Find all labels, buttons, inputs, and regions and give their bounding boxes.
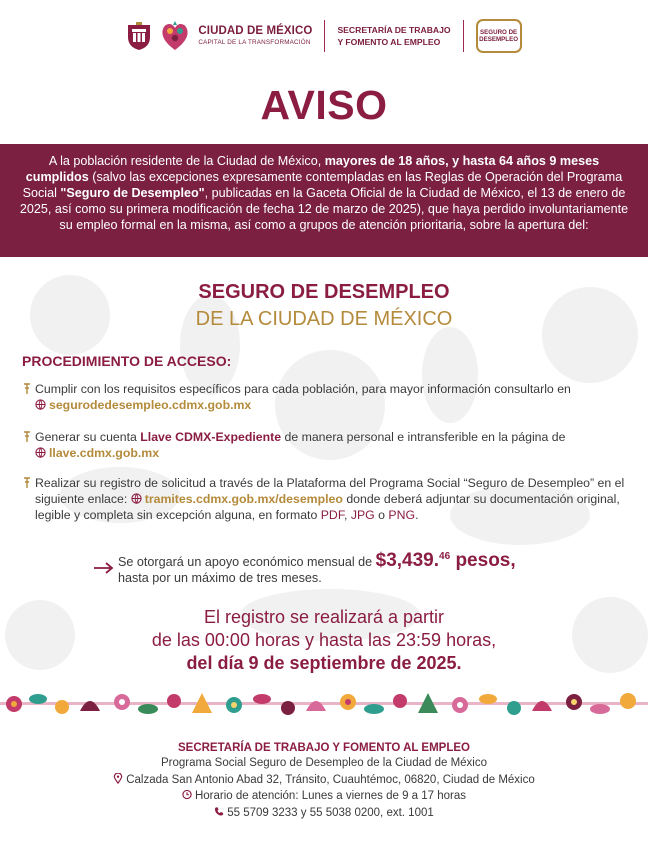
registro-line3: del día 9 de septiembre de 2025.	[186, 653, 462, 673]
flower-border	[0, 687, 648, 721]
globe-icon	[35, 447, 46, 458]
llave-cdmx-label: Llave CDMX-Expediente	[140, 430, 282, 444]
footer-hours-line	[0, 788, 648, 805]
footer-title: SECRETARÍA DE TRABAJO Y FOMENTO AL EMPLEO	[177, 742, 470, 754]
intro-t2: (salvo las excepciones expresamente contempladas en las Reglas de Operación del Programa Social	[22, 170, 623, 200]
globe-icon	[131, 493, 142, 504]
apoyo-text1: Se otorgará un apoyo económico mensual de	[118, 555, 376, 569]
format-sep2: o	[374, 508, 389, 522]
procedure-step-3	[22, 475, 632, 523]
format-png: PNG	[388, 508, 416, 522]
procedure-title: PROCEDIMIENTO DE ACCESO:	[22, 353, 232, 369]
footer-phone-line	[0, 805, 648, 822]
step2-text2: de manera personal e intransferible en la página de	[281, 430, 566, 444]
apoyo-amount-cents: 46	[439, 551, 451, 562]
seguro-desempleo-link[interactable]: segurodedesempleo.cdmx.gob.mx	[49, 398, 252, 412]
clock-icon	[182, 789, 192, 800]
brand-subtitle: CAPITAL DE LA TRANSFORMACIÓN	[198, 39, 311, 47]
secretaria-line1: SECRETARÍA DE TRABAJO	[337, 25, 451, 35]
tramites-link[interactable]: tramites.cdmx.gob.mx/desempleo	[144, 492, 343, 506]
secretaria-name	[337, 24, 450, 48]
intro-age: mayores de 18 años, y hasta 64 años 9 meses cumplidos	[25, 154, 600, 184]
header	[0, 14, 648, 58]
badge-line2: DESEMPLEO	[479, 36, 519, 43]
escudo-cdmx-icon	[126, 21, 152, 51]
seguro-desempleo-logo	[476, 19, 522, 53]
secretaria-line2: Y FOMENTO AL EMPLEO	[337, 37, 441, 47]
intro-t1: A la población residente de la Ciudad de México,	[48, 154, 325, 168]
step3-text: Realizar su registro de solicitud a través de la Plataforma del Programa Social “Seguro de Desempleo” en el siguiente enlace:	[35, 476, 625, 506]
intro-text	[18, 153, 630, 233]
format-sep1: ,	[343, 508, 351, 522]
registro-fecha	[0, 606, 648, 675]
brand-title: CIUDAD DE MÉXICO	[198, 24, 313, 37]
apoyo-economico	[93, 549, 516, 586]
procedure-step-1	[22, 381, 632, 413]
procedure-step-2	[22, 429, 632, 461]
pin-icon	[22, 383, 32, 395]
intro-program: "Seguro de Desempleo"	[60, 186, 205, 200]
arrow-right-icon	[93, 561, 115, 575]
intro-band	[0, 144, 648, 257]
format-jpg: JPG	[350, 508, 375, 522]
apoyo-amount-main: $3,439.	[375, 550, 440, 571]
format-pdf: PDF	[320, 508, 344, 522]
phone-icon	[214, 806, 224, 817]
apoyo-amount	[376, 550, 516, 571]
header-divider	[324, 20, 325, 52]
footer-address: Calzada San Antonio Abad 32, Tránsito, Cuauhtémoc, 06820, Ciudad de México	[126, 773, 535, 786]
apoyo-text2: hasta por un máximo de tres meses.	[118, 571, 322, 585]
apoyo-unit: pesos,	[450, 550, 516, 571]
program-title: SEGURO DE DESEMPLEO	[198, 281, 450, 303]
pin-icon	[22, 431, 32, 443]
step3-end: .	[415, 508, 419, 522]
step3-text2: donde deberá adjuntar su documentación original, legible y completa sin excepción alguna, en formato	[35, 492, 620, 522]
footer-program: Programa Social Seguro de Desempleo de la Ciudad de México	[160, 757, 487, 769]
registro-line1: El registro se realizará a partir	[203, 607, 445, 627]
footer-phone: 55 5709 3233 y 55 5038 0200, ext. 1001	[227, 806, 434, 819]
header-divider-2	[463, 20, 464, 52]
globe-icon	[35, 399, 46, 410]
brand-block	[198, 26, 312, 47]
step2-text: Generar su cuenta	[35, 430, 141, 444]
corazon-cdmx-icon	[160, 19, 190, 53]
intro-t3: , publicadas en la Gaceta Oficial de la Ciudad de México, el 13 de enero de 2025, así como su primera modificación de fecha 12 de marzo de 2025), que haya perdido involuntariamente su empleo formal en la misma, así como a grupos de atención prioritaria, sobre la apertura del:	[19, 186, 629, 232]
step1-text: Cumplir con los requisitos específicos para cada población, para mayor información consultarlo en	[35, 382, 571, 396]
location-icon	[113, 773, 123, 784]
footer-hours: Horario de atención: Lunes a viernes de 9 a 17 horas	[194, 790, 467, 802]
footer	[0, 741, 648, 821]
footer-address-line	[0, 772, 648, 789]
program-subtitle: DE LA CIUDAD DE MÉXICO	[195, 308, 453, 330]
badge-line1: SEGURO DE	[480, 29, 518, 36]
page-title: AVISO	[260, 82, 388, 128]
registro-line2: de las 00:00 horas y hasta las 23:59 horas,	[151, 630, 497, 650]
llave-cdmx-link[interactable]: llave.cdmx.gob.mx	[49, 446, 160, 460]
pin-icon	[22, 477, 32, 489]
